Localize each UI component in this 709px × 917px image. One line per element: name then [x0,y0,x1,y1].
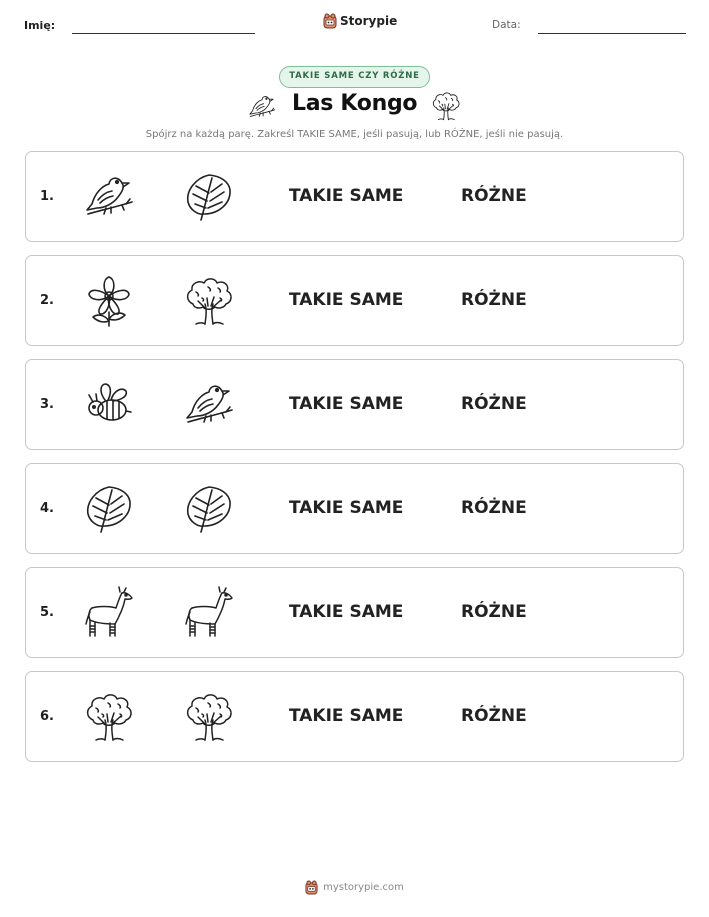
row-number: 3. [40,397,54,412]
footer-url: mystorypie.com [323,882,404,893]
option-same[interactable]: TAKIE SAME [289,394,404,414]
tree-icon [182,274,236,328]
bird-icon [82,170,136,224]
bird-icon [182,378,236,432]
title-area [246,90,464,124]
pair-row [25,567,684,658]
activity-badge: TAKIE SAME CZY RÓŻNE [279,66,430,88]
okapi-icon [82,586,136,640]
tree-icon [182,690,236,744]
storypie-logo-icon [305,880,318,895]
name-input-line[interactable] [72,33,255,34]
option-same[interactable]: TAKIE SAME [289,706,404,726]
okapi-icon [182,586,236,640]
row-number: 5. [40,605,54,620]
row-number: 6. [40,709,54,724]
instructions: Spójrz na każdą parę. Zakreśl TAKIE SAME, jeśli pasują, lub RÓŻNE, jeśli nie pasują. [145,129,564,140]
tree-icon [430,90,462,122]
option-different[interactable]: RÓŻNE [461,706,527,726]
row-number: 1. [40,189,54,204]
tree-icon [82,690,136,744]
leaf-icon [182,170,236,224]
pair-row [25,671,684,762]
leaf-icon [182,482,236,536]
option-different[interactable]: RÓŻNE [461,498,527,518]
row-number: 4. [40,501,54,516]
pair-row [25,463,684,554]
leaf-icon [82,482,136,536]
row-number: 2. [40,293,54,308]
pair-row [25,255,684,346]
page-title: Las Kongo [292,91,418,116]
option-same[interactable]: TAKIE SAME [289,290,404,310]
option-same[interactable]: TAKIE SAME [289,498,404,518]
pair-row [25,359,684,450]
footer [0,880,709,895]
date-label: Data: [492,19,521,31]
option-same[interactable]: TAKIE SAME [289,186,404,206]
date-input-line[interactable] [538,33,686,34]
brand-name: Storypie [340,14,398,28]
flower-icon [82,274,136,328]
option-different[interactable]: RÓŻNE [461,602,527,622]
bird-icon [246,92,278,122]
option-different[interactable]: RÓŻNE [461,290,527,310]
option-same[interactable]: TAKIE SAME [289,602,404,622]
storypie-logo-icon [323,13,337,29]
pair-row [25,151,684,242]
brand [323,13,397,29]
name-label: Imię: [24,19,56,32]
option-different[interactable]: RÓŻNE [461,394,527,414]
option-different[interactable]: RÓŻNE [461,186,527,206]
bee-icon [82,378,136,432]
